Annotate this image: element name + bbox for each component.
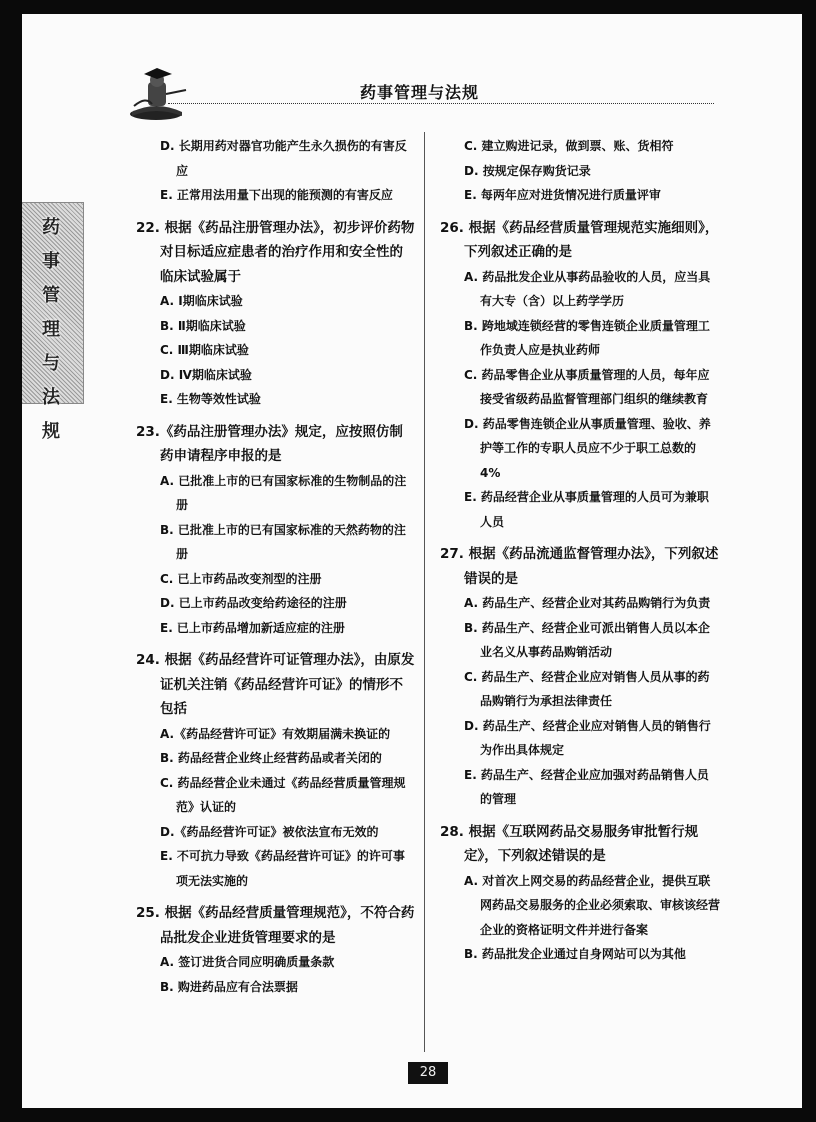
option: D. 药品生产、经营企业应对销售人员的销售行为作出具体规定 <box>464 718 711 757</box>
option: B. 购进药品应有合法票据 <box>160 979 298 994</box>
option: E. 每两年应对进货情况进行质量评审 <box>464 188 661 202</box>
question-text: 27. 根据《药品流通监督管理办法》，下列叙述错误的是 <box>440 546 719 587</box>
option: D. 药品零售连锁企业从事质量管理、验收、养护等工作的专职人员应不少于职工总数的 4% <box>464 416 711 480</box>
question-text: 25. 根据《药品经营质量管理规范》，不符合药品批发企业进货管理要求的是 <box>136 905 415 946</box>
question-28 <box>440 820 720 967</box>
option: C. 药品生产、经营企业应对销售人员从事的药品购销行为承担法律责任 <box>464 669 710 708</box>
option: E. 药品经营企业从事质量管理的人员可为兼职人员 <box>464 490 709 529</box>
question-26 <box>440 216 720 535</box>
option: D. 长期用药对器官功能产生永久损伤的有害反应 <box>160 139 407 178</box>
option: C. Ⅲ期临床试验 <box>160 343 249 357</box>
right-column <box>440 134 720 967</box>
question-text: 28. 根据《互联网药品交易服务审批暂行规定》，下列叙述错误的是 <box>440 823 699 864</box>
option: D. Ⅳ期临床试验 <box>160 367 252 382</box>
option: D. 已上市药品改变给药途径的注册 <box>160 596 347 610</box>
side-chapter-tab <box>22 202 84 442</box>
option: A. 对首次上网交易的药品经营企业，提供互联网药品交易服务的企业必须索取、审核该经营企业的资格证明文件并进行备案 <box>464 873 721 937</box>
question-text: 23.《药品注册管理办法》规定，应按照仿制药申请程序申报的是 <box>136 423 403 464</box>
question-22 <box>136 216 416 412</box>
option: E. 生物等效性试验 <box>160 392 261 406</box>
option: A. 签订进货合同应明确质量条款 <box>160 955 335 969</box>
question-27 <box>440 542 720 812</box>
scholar-book-logo-icon <box>126 64 190 124</box>
page-number: 28 <box>408 1062 448 1084</box>
option: A. 已批准上市的已有国家标准的生物制品的注册 <box>160 473 407 512</box>
header-title: 药事管理与法规 <box>360 83 480 102</box>
option: C. 建立购进记录，做到票、账、货相符 <box>464 139 674 153</box>
scan-edge <box>802 0 808 1122</box>
option: E. 正常用法用量下出现的能预测的有害反应 <box>160 188 393 202</box>
document-page <box>22 14 802 1108</box>
question-25 <box>136 901 416 999</box>
question-text: 22. 根据《药品注册管理办法》，初步评价药物对目标适应症患者的治疗作用和安全性的临床试验属于 <box>136 219 415 285</box>
option: D. 按规定保存购货记录 <box>464 163 591 178</box>
option: B. 已批准上市的已有国家标准的天然药物的注册 <box>160 522 406 561</box>
option: B. 药品生产、经营企业可派出销售人员以本企业名义从事药品购销活动 <box>464 620 710 659</box>
left-column <box>136 134 416 999</box>
option: E. 已上市药品增加新适应症的注册 <box>160 620 345 635</box>
option: B. Ⅱ期临床试验 <box>160 318 246 333</box>
column-divider <box>424 132 425 1052</box>
option: A.《药品经营许可证》有效期届满未换证的 <box>160 726 391 741</box>
question-23 <box>136 420 416 641</box>
question-text: 26. 根据《药品经营质量管理规范实施细则》，下列叙述正确的是 <box>440 219 719 260</box>
header-rule <box>168 103 714 104</box>
option: C. 已上市药品改变剂型的注册 <box>160 571 322 586</box>
side-tab-label: 药事管理与法规 <box>42 217 60 442</box>
option: A. Ⅰ期临床试验 <box>160 294 243 308</box>
option: B. 药品经营企业终止经营药品或者关闭的 <box>160 751 382 765</box>
question-24 <box>136 648 416 893</box>
continuation-options <box>440 134 720 208</box>
question-text: 24. 根据《药品经营许可证管理办法》，由原发证机关注销《药品经营许可证》的情形不包括 <box>136 652 415 717</box>
option: B. 跨地域连锁经营的零售连锁企业质量管理工作负责人应是执业药师 <box>464 318 710 357</box>
option: E. 药品生产、经营企业应加强对药品销售人员的管理 <box>464 767 709 806</box>
option: D.《药品经营许可证》被依法宣布无效的 <box>160 824 379 839</box>
continuation-options <box>136 134 416 208</box>
option: A. 药品批发企业从事药品验收的人员，应当具有大专（含）以上药学学历 <box>464 269 711 308</box>
option: C. 药品零售企业从事质量管理的人员，每年应接受省级药品监督管理部门组织的继续教育 <box>464 367 710 406</box>
option: E. 不可抗力导致《药品经营许可证》的许可事项无法实施的 <box>160 849 405 888</box>
option: A. 药品生产、经营企业对其药品购销行为负责 <box>464 596 711 610</box>
option: B. 药品批发企业通过自身网站可以为其他 <box>464 947 686 961</box>
option: C. 药品经营企业未通过《药品经营质量管理规范》认证的 <box>160 775 406 814</box>
